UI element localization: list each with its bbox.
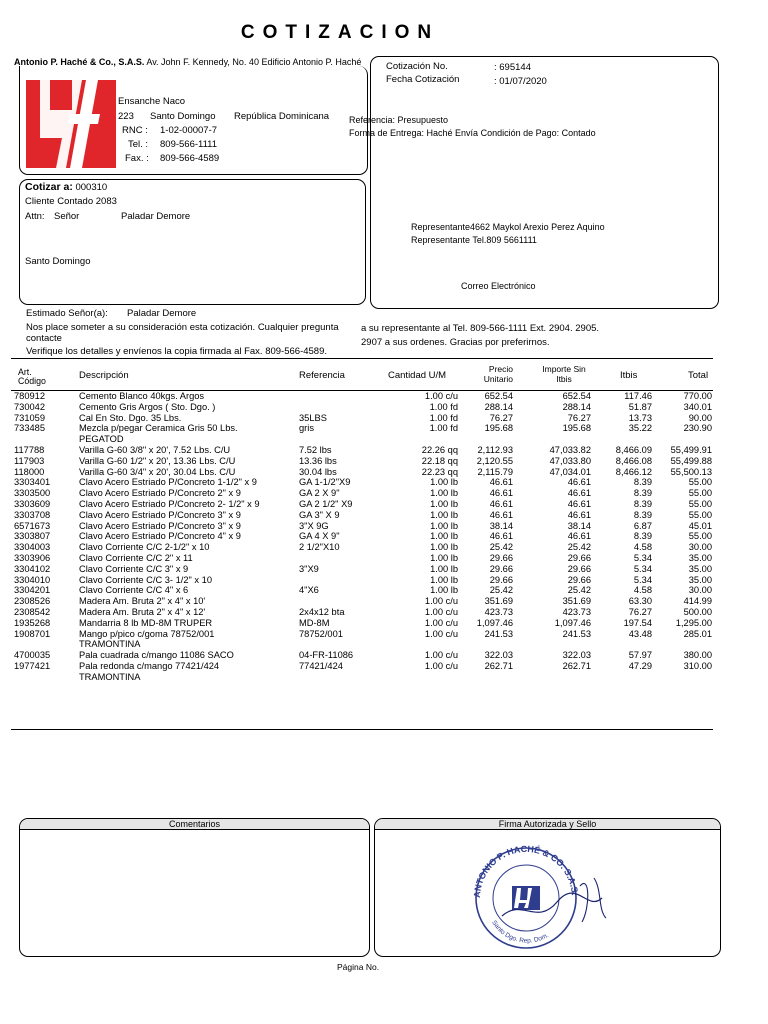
cell-code: 730042 bbox=[14, 401, 46, 412]
cell-price: 46.61 bbox=[489, 509, 513, 520]
cell-desc-continued: PEGATOD bbox=[79, 434, 124, 445]
cell-ref: 13.36 lbs bbox=[299, 455, 337, 466]
cell-ref: 77421/424 bbox=[299, 661, 343, 671]
attn-label: Attn: bbox=[25, 211, 45, 222]
cell-price: 29.66 bbox=[489, 574, 513, 585]
cell-qty: 1.00 fd bbox=[429, 412, 458, 423]
cell-ref: gris bbox=[299, 423, 314, 434]
cell-price: 1,097.46 bbox=[476, 617, 513, 628]
cell-total: 1,295.00 bbox=[675, 617, 712, 628]
cell-qty: 1.00 lb bbox=[430, 520, 458, 531]
table-body bbox=[0, 391, 768, 721]
fax-value: 809-566-4589 bbox=[160, 153, 220, 164]
table-row bbox=[0, 553, 768, 563]
cell-qty: 1.00 c/u bbox=[424, 650, 458, 661]
cell-itbis: 8,466.09 bbox=[615, 445, 652, 455]
cell-price: 76.27 bbox=[489, 412, 513, 423]
cell-qty: 1.00 lb bbox=[430, 499, 458, 509]
cell-itbis: 8.39 bbox=[633, 531, 652, 542]
cell-desc: Mezcla p/pegar Ceramica Gris 50 Lbs. bbox=[79, 423, 238, 434]
col-ref: Referencia bbox=[299, 370, 345, 381]
cell-qty: 1.00 c/u bbox=[424, 628, 458, 639]
sales-rep-tel: Representante Tel.809 5661111 bbox=[411, 235, 537, 245]
cell-total: 770.00 bbox=[683, 391, 712, 401]
cell-qty: 1.00 lb bbox=[430, 563, 458, 574]
cell-total: 55.00 bbox=[688, 509, 712, 520]
cell-ref: 2 1/2"X10 bbox=[299, 542, 340, 553]
cell-itbis: 8.39 bbox=[633, 477, 652, 488]
cell-qty: 1.00 lb bbox=[430, 488, 458, 499]
page-title: COTIZACION bbox=[240, 22, 440, 43]
cell-desc: Cemento Gris Argos ( Sto. Dgo. ) bbox=[79, 401, 216, 412]
cell-ref: 7.52 lbs bbox=[299, 445, 332, 455]
intro-line2: Verifique los detalles y envíenos la copia firmada al Fax. 809-566-4589. bbox=[26, 346, 328, 357]
quote-number-label: Cotización No. bbox=[386, 61, 448, 72]
rnc-value: 1-02-00007-7 bbox=[160, 125, 218, 136]
cell-qty: 22.26 qq bbox=[421, 445, 458, 455]
cell-code: 4700035 bbox=[14, 650, 51, 661]
cell-amount: 423.73 bbox=[562, 607, 591, 617]
table-row bbox=[0, 477, 768, 487]
cell-itbis: 63.30 bbox=[628, 596, 652, 607]
cell-price: 29.66 bbox=[489, 553, 513, 563]
cell-code: 3303609 bbox=[14, 499, 51, 509]
cell-amount: 38.14 bbox=[567, 520, 591, 531]
cell-total: 55.00 bbox=[688, 531, 712, 542]
cell-price: 652.54 bbox=[484, 391, 513, 401]
tel-value: 809-566-1111 bbox=[160, 139, 218, 150]
cell-price: 322.03 bbox=[484, 650, 513, 661]
company-sector: Ensanche Naco bbox=[118, 96, 186, 107]
cell-desc: Clavo Acero Estriado P/Concreto 2- 1/2" x 9 bbox=[79, 499, 260, 509]
company-seal bbox=[462, 838, 622, 954]
cell-amount: 322.03 bbox=[562, 650, 591, 661]
cell-qty: 1.00 lb bbox=[430, 553, 458, 563]
cell-amount: 46.61 bbox=[567, 499, 591, 509]
cell-amount: 262.71 bbox=[562, 661, 591, 671]
table-row bbox=[0, 628, 768, 650]
company-city: Santo Domingo bbox=[150, 111, 216, 122]
cell-code: 1935268 bbox=[14, 617, 51, 628]
client-city: Santo Domingo bbox=[25, 256, 91, 267]
cell-ref: 3"X 9G bbox=[299, 520, 329, 531]
cell-itbis: 8,466.08 bbox=[615, 455, 652, 466]
cell-itbis: 76.27 bbox=[628, 607, 652, 617]
cell-code: 3303500 bbox=[14, 488, 51, 499]
company-logo bbox=[26, 80, 116, 168]
attn-title: Señor bbox=[54, 211, 80, 222]
table-row bbox=[0, 467, 768, 477]
cell-code: 3303401 bbox=[14, 477, 51, 488]
cell-desc: Varilla G-60 3/4" x 20', 30.04 Lbs. C/U bbox=[79, 466, 236, 477]
cell-ref: MD-8M bbox=[299, 617, 330, 628]
sales-rep: Representante4662 Maykol Arexio Perez Aquino bbox=[411, 222, 605, 232]
cell-code: 6571673 bbox=[14, 520, 51, 531]
cell-desc: Clavo Corriente C/C 3" x 9 bbox=[79, 563, 189, 574]
cell-desc: Pala redonda c/mango 77421/424 bbox=[79, 661, 220, 671]
table-row bbox=[0, 456, 768, 466]
cell-total: 35.00 bbox=[688, 553, 712, 563]
cell-itbis: 8.39 bbox=[633, 509, 652, 520]
cell-code: 3303708 bbox=[14, 509, 51, 520]
cell-amount: 46.61 bbox=[567, 509, 591, 520]
cell-total: 55,500.13 bbox=[670, 466, 712, 477]
email-label: Correo Electrónico bbox=[461, 281, 536, 291]
cell-total: 55,499.88 bbox=[670, 455, 712, 466]
attn-name: Paladar Demore bbox=[121, 211, 191, 222]
cell-qty: 22.18 qq bbox=[421, 455, 458, 466]
cell-amount: 652.54 bbox=[562, 391, 591, 401]
cell-price: 38.14 bbox=[489, 520, 513, 531]
cell-itbis: 47.29 bbox=[628, 661, 652, 671]
cell-total: 55.00 bbox=[688, 499, 712, 509]
cell-amount: 29.66 bbox=[567, 563, 591, 574]
table-row bbox=[0, 499, 768, 509]
cell-price: 25.42 bbox=[489, 542, 513, 553]
cell-amount: 29.66 bbox=[567, 553, 591, 563]
cell-ref: 04-FR-11086 bbox=[299, 650, 354, 661]
cell-itbis: 43.48 bbox=[628, 628, 652, 639]
cell-code: 3304003 bbox=[14, 542, 51, 553]
cell-code: 1977421 bbox=[14, 661, 51, 671]
quote-box bbox=[370, 56, 719, 309]
cell-desc: Clavo Corriente C/C 3- 1/2" x 10 bbox=[79, 574, 212, 585]
quote-reference: Referencia: Presupuesto bbox=[349, 115, 449, 125]
cell-desc: Mango p/pico c/goma 78752/001 bbox=[79, 628, 215, 639]
cell-price: 423.73 bbox=[484, 607, 513, 617]
rnc-label: RNC : bbox=[122, 125, 148, 136]
table-row bbox=[0, 542, 768, 552]
cell-itbis: 51.87 bbox=[628, 401, 652, 412]
col-qty: Cantidad U/M bbox=[388, 370, 447, 381]
col-desc: Descripción bbox=[79, 370, 129, 381]
client-header bbox=[25, 181, 107, 193]
cell-desc: Clavo Acero Estriado P/Concreto 1-1/2" x 9 bbox=[79, 477, 257, 488]
table-row bbox=[0, 391, 768, 401]
cell-total: 380.00 bbox=[683, 650, 712, 661]
seal-text: ANTONIO P. HACHÉ & CO. S.A.S. bbox=[471, 843, 580, 899]
cell-amount: 46.61 bbox=[567, 477, 591, 488]
cell-itbis: 4.58 bbox=[633, 542, 652, 553]
seal-city: Santo Dgo. Rep. Dom. bbox=[490, 919, 550, 945]
cell-price: 25.42 bbox=[489, 585, 513, 596]
cell-price: 2,115.79 bbox=[477, 466, 513, 477]
cell-amount: 29.66 bbox=[567, 574, 591, 585]
table-row bbox=[0, 585, 768, 595]
company-name: Antonio P. Haché & Co., S.A.S. bbox=[14, 57, 145, 67]
cell-qty: 1.00 c/u bbox=[424, 661, 458, 671]
cell-code: 2308526 bbox=[14, 596, 51, 607]
cell-amount: 241.53 bbox=[562, 628, 591, 639]
cell-code: 117903 bbox=[14, 455, 45, 466]
tel-label: Tel. : bbox=[128, 139, 149, 150]
table-row bbox=[0, 618, 768, 628]
cell-desc: Pala cuadrada c/mango 11086 SACO bbox=[79, 650, 234, 661]
cell-price: 46.61 bbox=[489, 531, 513, 542]
cell-itbis: 8.39 bbox=[633, 488, 652, 499]
comments-box bbox=[19, 818, 370, 957]
cell-desc: Cal En Sto. Dgo. 35 Lbs. bbox=[79, 412, 182, 423]
table-row bbox=[0, 413, 768, 423]
cell-price: 2,112.93 bbox=[477, 445, 513, 455]
cell-qty: 1.00 c/u bbox=[424, 607, 458, 617]
quote-date-label: Fecha Cotización bbox=[386, 74, 460, 85]
cell-itbis: 57.97 bbox=[628, 650, 652, 661]
cell-desc: Clavo Corriente C/C 2" x 11 bbox=[79, 553, 193, 563]
fax-label: Fax. : bbox=[125, 153, 149, 164]
cell-itbis: 5.34 bbox=[633, 553, 652, 563]
cell-itbis: 5.34 bbox=[633, 563, 652, 574]
cell-desc: Clavo Corriente C/C 2-1/2" x 10 bbox=[79, 542, 210, 553]
cell-price: 2,120.55 bbox=[476, 455, 513, 466]
table-row bbox=[0, 531, 768, 541]
cell-amount: 47,034.01 bbox=[549, 466, 591, 477]
col-code: Art. Código bbox=[18, 367, 46, 386]
cell-code: 118000 bbox=[14, 466, 45, 477]
cell-amount: 76.27 bbox=[567, 412, 591, 423]
cell-desc: Madera Am. Bruta 2" x 4" x 10' bbox=[79, 596, 206, 607]
col-total: Total bbox=[688, 370, 709, 381]
cell-total: 45.01 bbox=[688, 520, 712, 531]
table-row bbox=[0, 596, 768, 606]
greeting-label: Estimado Señor(a): bbox=[26, 308, 108, 319]
col-itbis: Itbis bbox=[620, 370, 638, 381]
cell-desc: Clavo Corriente C/C 4" x 6 bbox=[79, 585, 189, 596]
cell-qty: 1.00 lb bbox=[430, 509, 458, 520]
table-row bbox=[0, 650, 768, 660]
company-zip: 223 bbox=[118, 111, 134, 122]
cell-desc: Varilla G-60 3/8" x 20', 7.52 Lbs. C/U bbox=[79, 445, 231, 455]
cell-amount: 47,033.82 bbox=[549, 445, 591, 455]
cell-qty: 1.00 fd bbox=[429, 423, 458, 434]
col-price: Precio Unitario bbox=[483, 364, 513, 384]
cell-price: 29.66 bbox=[489, 563, 513, 574]
signature-label: Firma Autorizada y Sello bbox=[375, 819, 720, 830]
cell-total: 30.00 bbox=[688, 542, 712, 553]
cell-desc: Cemento Blanco 40kgs. Argos bbox=[79, 391, 205, 401]
cell-qty: 1.00 fd bbox=[429, 401, 458, 412]
cell-itbis: 197.54 bbox=[623, 617, 652, 628]
cell-code: 117788 bbox=[14, 445, 45, 455]
table-row bbox=[0, 661, 768, 682]
cell-total: 55.00 bbox=[688, 488, 712, 499]
table-row bbox=[0, 575, 768, 585]
cell-amount: 1,097.46 bbox=[554, 617, 591, 628]
cell-ref: GA 4 X 9" bbox=[299, 531, 340, 542]
cell-qty: 1.00 lb bbox=[430, 542, 458, 553]
cell-itbis: 117.46 bbox=[624, 391, 652, 401]
cell-qty: 1.00 lb bbox=[430, 574, 458, 585]
cell-qty: 1.00 lb bbox=[430, 585, 458, 596]
cell-total: 285.01 bbox=[683, 628, 712, 639]
table-row bbox=[0, 564, 768, 574]
cell-total: 230.90 bbox=[683, 423, 712, 434]
table-row bbox=[0, 488, 768, 498]
cell-ref: GA 2 X 9" bbox=[299, 488, 340, 499]
table-row bbox=[0, 607, 768, 617]
cell-desc: Clavo Acero Estriado P/Concreto 4" x 9 bbox=[79, 531, 241, 542]
cell-ref: 2x4x12 bta bbox=[299, 607, 345, 617]
cell-amount: 351.69 bbox=[562, 596, 591, 607]
intro-right1: a su representante al Tel. 809-566-1111 Ext. 2904. 2905. bbox=[361, 323, 600, 334]
cell-itbis: 35.22 bbox=[628, 423, 652, 434]
cell-price: 46.61 bbox=[489, 477, 513, 488]
cell-amount: 25.42 bbox=[567, 585, 591, 596]
cell-qty: 1.00 c/u bbox=[424, 617, 458, 628]
cell-desc: Clavo Acero Estriado P/Concreto 3" x 9 bbox=[79, 509, 241, 520]
cell-desc: Varilla G-60 1/2" x 20', 13.36 Lbs. C/U bbox=[79, 455, 236, 466]
cell-total: 35.00 bbox=[688, 574, 712, 585]
cell-qty: 1.00 c/u bbox=[424, 391, 458, 401]
cell-total: 35.00 bbox=[688, 563, 712, 574]
table-row bbox=[0, 423, 768, 445]
cell-desc: Mandarria 8 lb MD-8M TRUPER bbox=[79, 617, 213, 628]
cell-price: 195.68 bbox=[484, 423, 513, 434]
quote-date: : 01/07/2020 bbox=[494, 76, 547, 87]
page-number-label: Página No. bbox=[337, 962, 380, 972]
cell-amount: 47,033.80 bbox=[549, 455, 591, 466]
cell-ref: 4"X6 bbox=[299, 585, 319, 596]
cell-desc: Clavo Acero Estriado P/Concreto 3" x 9 bbox=[79, 520, 241, 531]
cell-price: 46.61 bbox=[489, 499, 513, 509]
intro-right2: 2907 a sus ordenes. Gracias por preferirnos. bbox=[361, 337, 550, 348]
comments-label: Comentarios bbox=[20, 819, 369, 830]
cell-total: 414.99 bbox=[683, 596, 712, 607]
table-row bbox=[0, 521, 768, 531]
cell-ref: 3"X9 bbox=[299, 563, 319, 574]
table-row bbox=[0, 510, 768, 520]
cell-amount: 46.61 bbox=[567, 488, 591, 499]
cell-desc: Madera Am. Bruta 2" x 4" x 12' bbox=[79, 607, 206, 617]
table-row bbox=[0, 402, 768, 412]
cell-amount: 288.14 bbox=[562, 401, 591, 412]
cell-total: 55.00 bbox=[688, 477, 712, 488]
cell-desc-continued: TRAMONTINA bbox=[79, 639, 141, 650]
intro-line1b: contacte bbox=[26, 333, 62, 344]
cell-code: 3304102 bbox=[14, 563, 51, 574]
cell-total: 310.00 bbox=[683, 661, 712, 671]
cell-amount: 195.68 bbox=[562, 423, 591, 434]
cell-ref: 78752/001 bbox=[299, 628, 343, 639]
company-country: República Dominicana bbox=[234, 111, 330, 122]
cell-desc-continued: TRAMONTINA bbox=[79, 671, 141, 682]
cell-price: 351.69 bbox=[484, 596, 513, 607]
client-label: Cotizar a: bbox=[25, 181, 73, 193]
cell-total: 55,499.91 bbox=[670, 445, 712, 455]
cell-code: 731059 bbox=[14, 412, 46, 423]
cell-code: 3303807 bbox=[14, 531, 51, 542]
cell-qty: 1.00 lb bbox=[430, 477, 458, 488]
cell-ref: GA 2 1/2" X9 bbox=[299, 499, 353, 509]
cell-qty: 1.00 lb bbox=[430, 531, 458, 542]
cell-itbis: 5.34 bbox=[633, 574, 652, 585]
cell-ref: 30.04 lbs bbox=[299, 466, 337, 477]
cell-amount: 25.42 bbox=[567, 542, 591, 553]
client-code: 000310 bbox=[75, 182, 108, 193]
cell-ref: 35LBS bbox=[299, 412, 327, 423]
cell-itbis: 6.87 bbox=[633, 520, 652, 531]
cell-itbis: 13.73 bbox=[628, 412, 652, 423]
greeting-name: Paladar Demore bbox=[127, 308, 197, 319]
cell-ref: GA 1-1/2"X9 bbox=[299, 477, 351, 488]
cell-code: 3304201 bbox=[14, 585, 51, 596]
cell-total: 30.00 bbox=[688, 585, 712, 596]
cell-code: 733485 bbox=[14, 423, 46, 434]
cell-total: 500.00 bbox=[683, 607, 712, 617]
intro-line1: Nos place someter a su consideración esta cotización. Cualquier pregunta bbox=[26, 322, 339, 333]
client-name: Cliente Contado 2083 bbox=[25, 196, 117, 207]
table-row bbox=[0, 445, 768, 455]
cell-itbis: 4.58 bbox=[633, 585, 652, 596]
cell-qty: 22.23 qq bbox=[421, 466, 458, 477]
cell-qty: 1.00 c/u bbox=[424, 596, 458, 607]
cell-price: 241.53 bbox=[484, 628, 513, 639]
cell-price: 262.71 bbox=[484, 661, 513, 671]
cell-itbis: 8,466.12 bbox=[615, 466, 652, 477]
cell-code: 3304010 bbox=[14, 574, 51, 585]
cell-total: 340.01 bbox=[683, 401, 712, 412]
quote-delivery: Forma de Entrega: Haché Envía Condición de Pago: Contado bbox=[349, 128, 596, 138]
table-bottom-rule bbox=[11, 729, 713, 730]
cell-code: 2308542 bbox=[14, 607, 51, 617]
cell-code: 1908701 bbox=[14, 628, 51, 639]
quote-number: : 695144 bbox=[494, 62, 531, 73]
cell-total: 90.00 bbox=[688, 412, 712, 423]
cell-itbis: 8.39 bbox=[633, 499, 652, 509]
cell-code: 780912 bbox=[14, 391, 46, 401]
cell-ref: GA 3" X 9 bbox=[299, 509, 340, 520]
cell-price: 288.14 bbox=[484, 401, 513, 412]
company-address: Av. John F. Kennedy, No. 40 Edificio Antonio P. Haché bbox=[146, 57, 362, 67]
cell-price: 46.61 bbox=[489, 488, 513, 499]
cell-amount: 46.61 bbox=[567, 531, 591, 542]
cell-desc: Clavo Acero Estriado P/Concreto 2" x 9 bbox=[79, 488, 241, 499]
col-amount: Importe Sin Itbis bbox=[542, 364, 586, 384]
cell-code: 3303906 bbox=[14, 553, 51, 563]
